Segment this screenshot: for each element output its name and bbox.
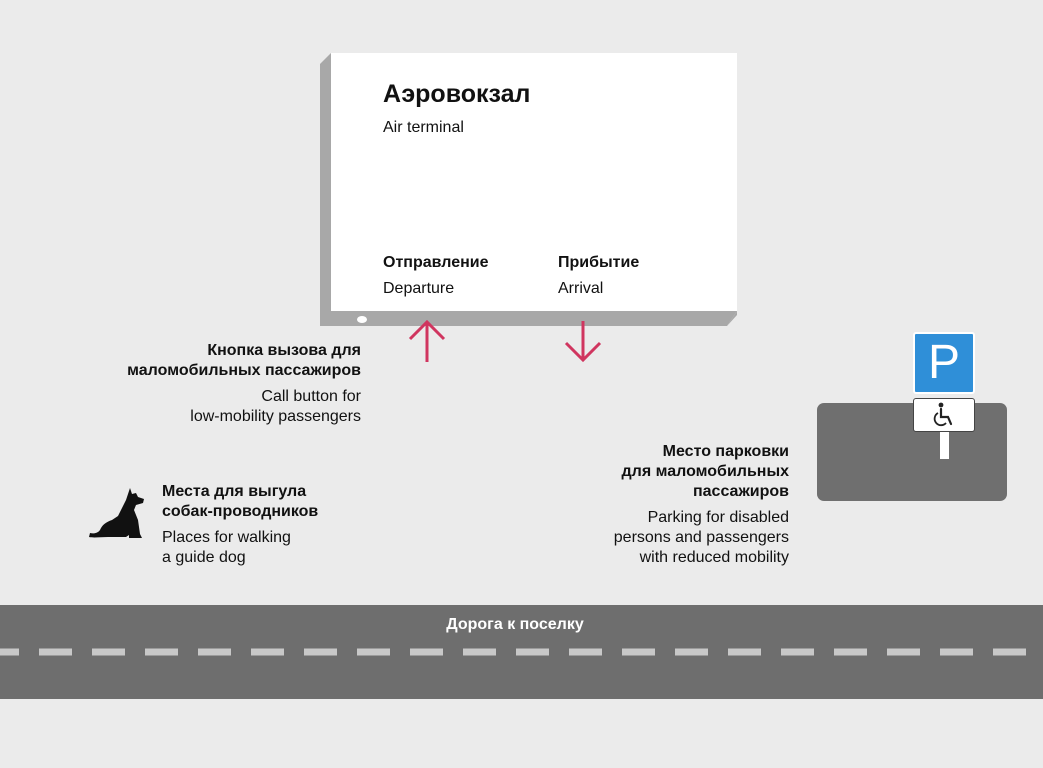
arrival-label-ru: Прибытие [558, 254, 640, 271]
departure-label-en: Departure [383, 280, 455, 297]
call-button-label-ru [41, 341, 361, 381]
dog-area-en-line2: a guide dog [162, 549, 246, 566]
guide-dog-icon [88, 486, 146, 540]
arrival-arrow-icon [561, 318, 605, 366]
call-button-en-line2: low-mobility passengers [190, 408, 361, 425]
terminal-name-en: Air terminal [383, 119, 464, 136]
parking-sign-letter: P [927, 336, 960, 389]
parking-label-en [489, 508, 789, 568]
arrival-label-en: Arrival [558, 280, 604, 297]
dog-area-label-ru [162, 482, 318, 522]
parking-ru-line2: для маломобильных [621, 463, 789, 480]
call-button-label-en [41, 387, 361, 427]
road-center-line [0, 648, 1043, 656]
parking-en-line1: Parking for disabled [647, 509, 789, 526]
dog-area-ru-line1: Места для выгула [162, 483, 307, 500]
call-button-marker [357, 316, 367, 323]
dog-area-label-en [162, 528, 291, 568]
dog-area-en-line1: Places for walking [162, 529, 291, 546]
parking-lot [817, 403, 1007, 501]
parking-en-line2: persons and passengers [613, 529, 789, 546]
parking-ru-line1: Место парковки [662, 443, 789, 460]
terminal-name-ru: Аэровокзал [383, 80, 531, 108]
parking-label-ru [489, 442, 789, 502]
call-button-ru-line1: Кнопка вызова для [207, 342, 361, 359]
wheelchair-icon [931, 401, 957, 429]
road-label: Дорога к поселку [446, 616, 584, 633]
dog-area-ru-line2: собак-проводников [162, 503, 319, 520]
departure-label-ru: Отправление [383, 254, 489, 271]
parking-ru-line3: пассажиров [692, 483, 789, 500]
sign-post [940, 432, 949, 459]
departure-arrow-icon [405, 318, 449, 366]
call-button-en-line1: Call button for [261, 388, 361, 405]
parking-en-line3: with reduced mobility [639, 549, 789, 566]
call-button-ru-line2: маломобильных пассажиров [127, 362, 361, 379]
